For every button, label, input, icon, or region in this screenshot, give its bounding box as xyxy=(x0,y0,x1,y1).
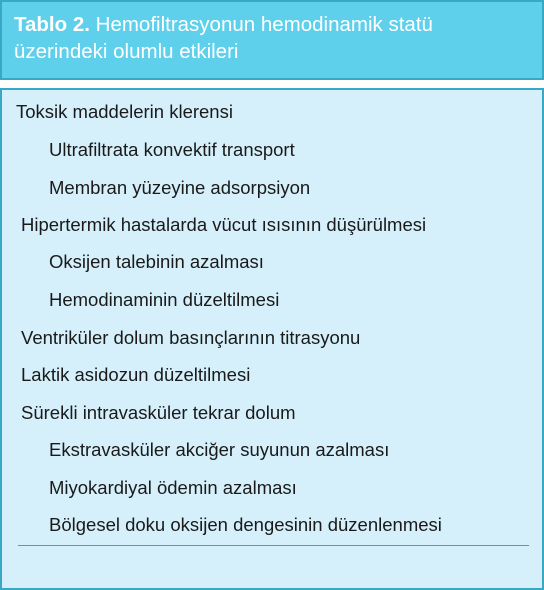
list-item: Ventriküler dolum basınçlarının titrasyonu xyxy=(21,327,361,348)
list-item: Toksik maddelerin klerensi xyxy=(16,101,233,122)
list-item: Oksijen talebinin azalması xyxy=(49,251,264,272)
list-item: Membran yüzeyine adsorpsiyon xyxy=(49,177,311,198)
list-item: Hemodinaminin düzeltilmesi xyxy=(49,289,280,310)
table-body xyxy=(0,88,544,590)
list-item: Ultrafiltrata konvektif transport xyxy=(49,139,295,160)
table-header xyxy=(0,0,544,80)
list-item: Sürekli intravasküler tekrar dolum xyxy=(21,402,296,423)
list-item: Bölgesel doku oksijen dengesinin düzenlenmesi xyxy=(49,514,442,535)
table-title: Hemofiltrasyonun hemodinamik statü üzerindeki olumlu etkileri xyxy=(14,13,433,63)
table-caption xyxy=(14,11,528,65)
table-bottom-rule xyxy=(18,545,529,546)
list-item: Laktik asidozun düzeltilmesi xyxy=(21,364,251,385)
list-item: Miyokardiyal ödemin azalması xyxy=(49,477,297,498)
table-number: Tablo 2. xyxy=(14,13,90,36)
list-item: Hipertermik hastalarda vücut ısısının düşürülmesi xyxy=(21,214,427,235)
list-item: Ekstravasküler akciğer suyunun azalması xyxy=(49,439,390,460)
